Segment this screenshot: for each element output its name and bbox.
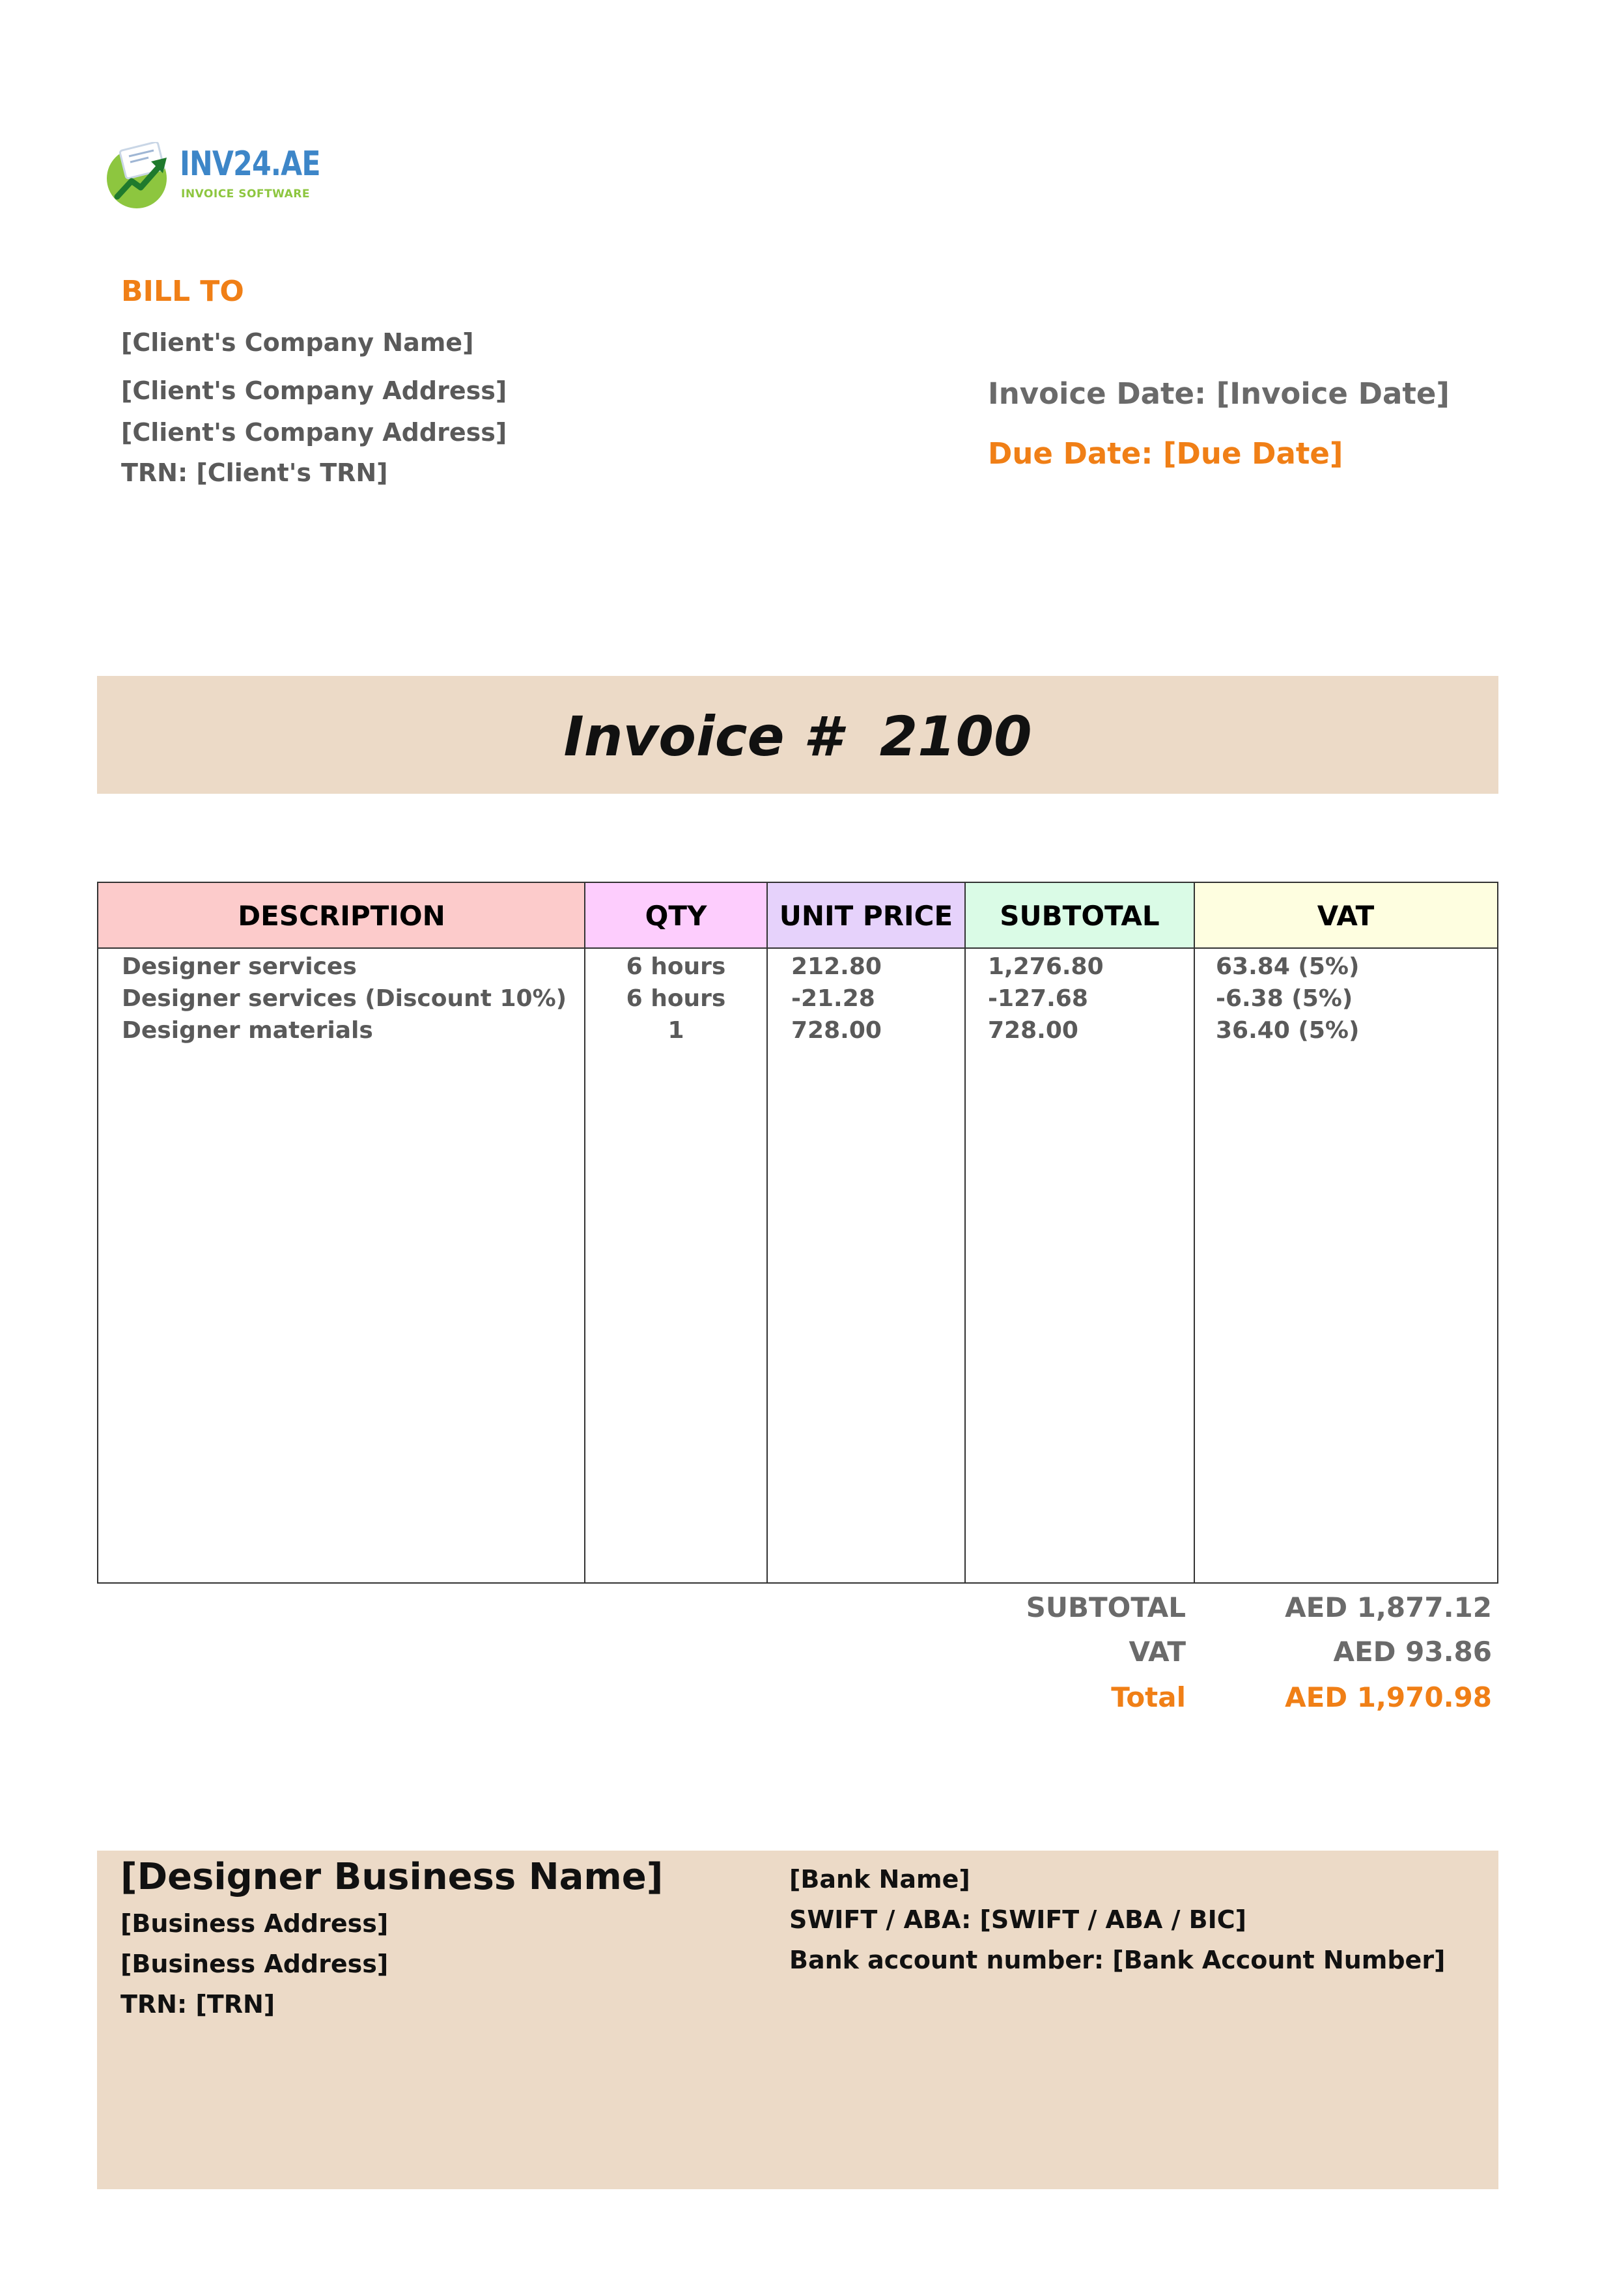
invoice-date: Invoice Date: [Invoice Date]	[988, 376, 1450, 411]
row-3-subtotal: 728.00	[988, 1017, 1078, 1044]
due-date: Due Date: [Due Date]	[988, 436, 1343, 471]
client-address-2: [Client's Company Address]	[121, 418, 507, 447]
client-company-name: [Client's Company Name]	[121, 328, 474, 357]
bank-account-number: Bank account number: [Bank Account Number]	[789, 1946, 1446, 1974]
total-label: Total	[1111, 1681, 1186, 1713]
row-1-vat: 63.84 (5%)	[1216, 953, 1360, 980]
row-2-description: Designer services (Discount 10%)	[122, 985, 567, 1012]
row-2-unit-price: -21.28	[791, 985, 875, 1012]
row-1-subtotal: 1,276.80	[988, 953, 1104, 980]
header-qty: QTY	[585, 883, 767, 949]
bank-swift: SWIFT / ABA: [SWIFT / ABA / BIC]	[789, 1905, 1247, 1934]
header-subtotal: SUBTOTAL	[965, 883, 1194, 949]
row-2-vat: -6.38 (5%)	[1216, 985, 1353, 1012]
vat-label: VAT	[1129, 1636, 1186, 1668]
invoice-growth-arrow-icon	[103, 142, 176, 210]
items-table	[97, 882, 1498, 1584]
bank-name: [Bank Name]	[789, 1865, 970, 1894]
row-1-description: Designer services	[122, 953, 357, 980]
invoice-title: Invoice # 2100	[563, 705, 1032, 768]
bill-to-heading: BILL TO	[121, 275, 244, 308]
header-description: DESCRIPTION	[98, 883, 585, 949]
row-3-qty: 1	[667, 1017, 684, 1044]
column-divider	[1194, 883, 1195, 1582]
brand-logo	[103, 138, 318, 216]
row-1-qty: 6 hours	[626, 953, 726, 980]
business-address-1: [Business Address]	[120, 1909, 389, 1938]
vat-value: AED 93.86	[1333, 1636, 1492, 1668]
row-2-qty: 6 hours	[626, 985, 726, 1012]
subtotal-label: SUBTOTAL	[1026, 1591, 1186, 1623]
header-unit-price: UNIT PRICE	[767, 883, 965, 949]
client-trn: TRN: [Client's TRN]	[121, 458, 388, 487]
total-value: AED 1,970.98	[1285, 1681, 1492, 1713]
client-address-1: [Client's Company Address]	[121, 376, 507, 405]
row-3-vat: 36.40 (5%)	[1216, 1017, 1360, 1044]
row-3-unit-price: 728.00	[791, 1017, 882, 1044]
row-3-description: Designer materials	[122, 1017, 373, 1044]
logo-subtitle: INVOICE SOFTWARE	[181, 188, 310, 201]
column-divider	[964, 883, 966, 1582]
row-2-subtotal: -127.68	[988, 985, 1088, 1012]
business-info-band	[97, 1851, 1498, 2189]
business-address-2: [Business Address]	[120, 1950, 389, 1978]
subtotal-value: AED 1,877.12	[1285, 1591, 1492, 1623]
business-trn: TRN: [TRN]	[120, 1990, 275, 2019]
business-name: [Designer Business Name]	[120, 1856, 664, 1898]
row-1-unit-price: 212.80	[791, 953, 882, 980]
invoice-title-band	[97, 676, 1498, 794]
logo-title: INV24.AE	[180, 145, 320, 184]
header-vat: VAT	[1194, 883, 1497, 949]
